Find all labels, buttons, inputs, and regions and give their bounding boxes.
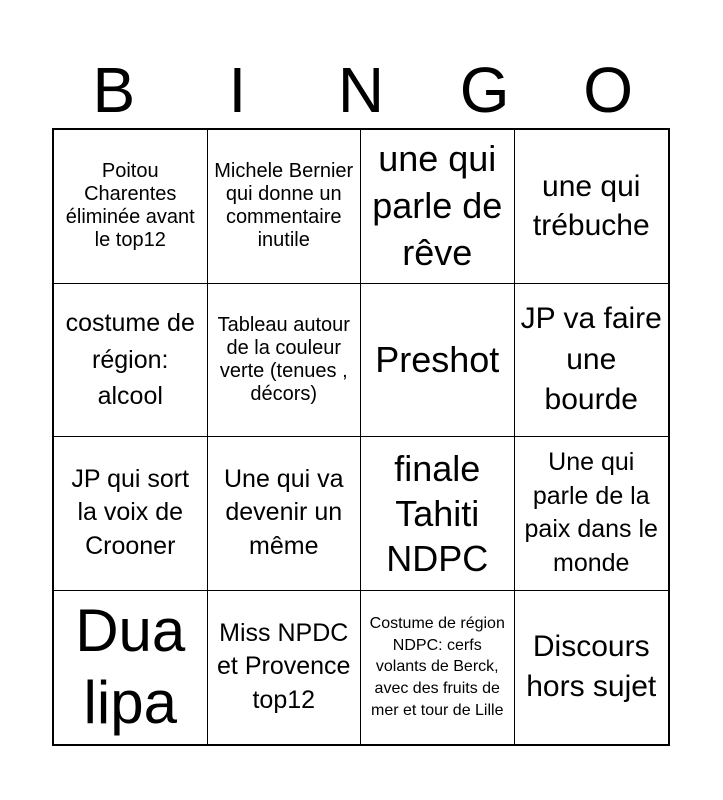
bingo-cell-r2c1[interactable] [54, 284, 208, 438]
bingo-cell-r2c3[interactable] [361, 284, 515, 438]
bingo-cell-r3c1[interactable] [54, 437, 208, 591]
bingo-cell-r3c3[interactable] [361, 437, 515, 591]
header-letter-i: I [228, 54, 247, 126]
bingo-cell-text: JP qui sort la voix de Crooner [71, 464, 190, 561]
bingo-cell-r1c4[interactable] [515, 130, 669, 284]
bingo-header [52, 56, 670, 124]
bingo-cell-r1c2[interactable] [208, 130, 362, 284]
bingo-card-grid [52, 128, 670, 746]
bingo-cell-r1c3[interactable] [361, 130, 515, 284]
bingo-cell-r4c4[interactable] [515, 591, 669, 745]
bingo-cell-r2c2[interactable] [208, 284, 362, 438]
header-letter-o: O [583, 54, 634, 126]
bingo-cell-text: Discours hors sujet [526, 629, 657, 704]
bingo-cell-text: une qui trébuche [532, 170, 650, 243]
bingo-cell-text: Costume de région NDPC: cerfs volants de Berck, avec des fruits de mer et tour de Lille [369, 615, 505, 719]
header-letter-g: G [459, 54, 510, 126]
bingo-cell-text: Preshot [375, 339, 500, 381]
bingo-cell-r1c1[interactable] [54, 130, 208, 284]
bingo-cell-text: Tableau autour de la couleur verte (tenues , décors) [217, 313, 350, 405]
bingo-cell-text: Miss NPDC et Provence top12 [217, 618, 351, 715]
bingo-cell-text: finale Tahiti NDPC [386, 447, 489, 579]
bingo-cell-text: JP va faire une bourde [520, 302, 662, 416]
bingo-cell-r4c3[interactable] [361, 591, 515, 745]
bingo-cell-text: Poitou Charentes éliminée avant le top12 [65, 160, 195, 252]
bingo-cell-r4c1[interactable] [54, 591, 208, 745]
bingo-cell-r2c4[interactable] [515, 284, 669, 438]
bingo-cell-text: Michele Bernier qui donne un commentaire inutile [214, 160, 354, 252]
bingo-cell-r3c2[interactable] [208, 437, 362, 591]
bingo-cell-r3c4[interactable] [515, 437, 669, 591]
bingo-cell-text: Une qui va devenir un même [223, 464, 344, 561]
bingo-cell-text: Dua lipa [75, 597, 186, 737]
bingo-cell-text: costume de région: alcool [65, 309, 195, 410]
bingo-cell-r4c2[interactable] [208, 591, 362, 745]
header-letter-n: N [337, 54, 385, 126]
bingo-cell-text: une qui parle de rêve [372, 138, 503, 273]
bingo-cell-text: Une qui parle de la paix dans le monde [524, 447, 658, 577]
header-letter-b: B [92, 54, 136, 126]
